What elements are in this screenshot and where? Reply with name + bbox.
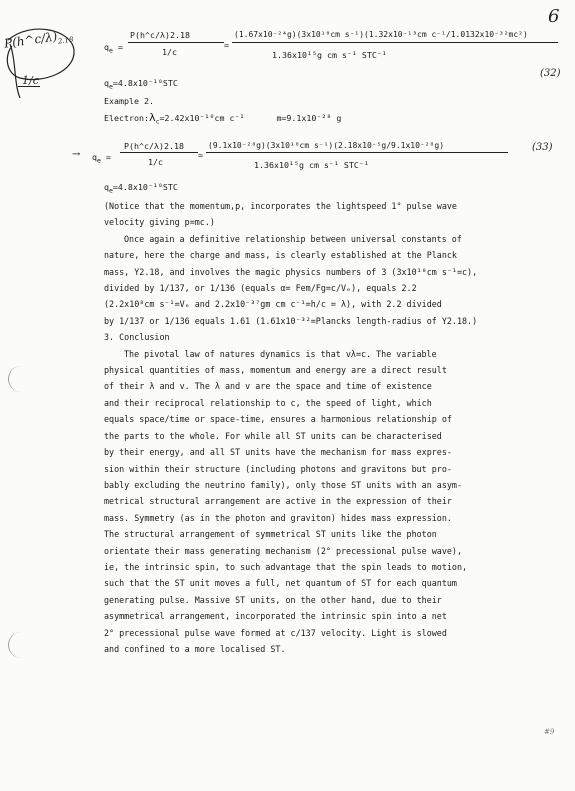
para2-line: asymmetrical arrangement, incorporated the intrinsic spin into a net [104, 611, 447, 622]
eq32-fraction-bar-right [232, 42, 558, 43]
para2-line: and their reciprocal relationship to c, the speed of light, which [104, 397, 432, 408]
para2-line: orientate their mass generating mechanism (2° precessional pulse wave), [104, 545, 462, 556]
margin-box-label: 1/c [22, 74, 39, 87]
eq33-numerator-left: P(h^c/λ)2.18 [124, 141, 184, 151]
eq33-number: (33) [532, 142, 553, 153]
margin-handwritten-formula: $P(h\^{}c/\lambda)_{2.18}$ [3, 29, 74, 51]
para2-line: The structural arrangement of symmetrical ST units like the photon [104, 529, 437, 540]
para2-line: sion within their structure (including photons and gravitons but pro- [104, 463, 452, 474]
para1-line: divided by 1/137, or 1/136 (equals α= Fem/Fg=c/Vₑ), equals 2.2 [104, 283, 417, 294]
eq33-result: $q_e=4.8x10^{-10}STC$ [104, 182, 178, 195]
eq33-equals: = [198, 150, 203, 160]
para2-line: of their λ and v. The λ and v are the space and time of existence [104, 381, 432, 392]
margin-underline [18, 86, 40, 87]
notice-line: (Notice that the momentum,p, incorporates the lightspeed 1° pulse wave [104, 201, 457, 211]
eq32-denominator-left: 1/c [162, 47, 177, 57]
eq32-result: $q_e=4.8x10^{-10}STC$ [104, 78, 178, 91]
notice-line: velocity giving p=mc.) [104, 217, 215, 228]
para1-line: Once again a definitive relationship between universal constants of [124, 233, 462, 244]
section-heading: 3. Conclusion [104, 332, 170, 343]
para2-line: 2° precessional pulse wave formed at c/137 velocity. Light is slowed [104, 627, 447, 638]
margin-loop-icon [2, 20, 80, 100]
body-text [104, 198, 544, 657]
para1-line: (2.2x10⁸cm s⁻¹=Vₑ and 2.2x10⁻³⁷gm cm c⁻¹=h/c = λ), with 2.2 divided [104, 299, 442, 310]
para2-line: metrical structural arrangement are active in the expression of their [104, 496, 452, 507]
binder-hole-mark [8, 632, 25, 658]
eq33-fraction-bar-left [120, 152, 198, 153]
para2-line: bably excluding the neutrino family), only those ST units with an asym- [104, 479, 462, 490]
para1-line: mass, Υ2.18, and involves the magic physics numbers of 3 (3x10¹⁰cm s⁻¹=c), [104, 266, 478, 277]
para2-line: The pivotal law of natures dynamics is that vλ=c. The variable [124, 348, 437, 359]
eq33-denominator-right: 1.36x10¹⁵g cm s⁻¹ STC⁻¹ [254, 160, 369, 170]
arrow-icon: → [72, 149, 81, 160]
eq32-fraction-bar-left [128, 42, 224, 43]
eq32-number: (32) [540, 68, 561, 79]
eq32-numerator-right: (1.67x10⁻²⁴g)(3x10¹⁰cm s⁻¹)(1.32x10⁻¹³cm c⁻¹/1.0132x10⁻³²mc²) [234, 30, 528, 39]
para2-line: physical quantities of mass, momentum and energy are a direct result [104, 365, 447, 376]
para1-line: nature, here the charge and mass, is clearly established at the Planck [104, 250, 457, 261]
para1-line: by 1/137 or 1/136 equals 1.61 (1.61x10⁻³²=Plancks length-radius of Υ2.18.) [104, 315, 478, 326]
page-number: 6 [548, 6, 560, 27]
para2-line: mass. Symmetry (as in the photon and graviton) hides mass expression. [104, 512, 452, 523]
eq32-denominator-right: 1.36x10¹⁵g cm s⁻¹ STC⁻¹ [272, 50, 387, 60]
eq33-denominator-left: 1/c [148, 157, 163, 167]
eq33-numerator-right: (9.1x10⁻²⁸g)(3x10¹⁰cm s⁻¹)(2.18x10⁻⁵g/9.1x10⁻²⁸g) [208, 141, 445, 150]
eq32-lhs: $q_e$ = [104, 42, 123, 55]
example-heading: Example 2. [104, 96, 154, 106]
para2-line: equals space/time or space-time, ensures a harmonious relationship of [104, 414, 452, 425]
para2-line: by their energy, and all ST units have the mechanism for mass expres- [104, 447, 452, 458]
binder-hole-mark [8, 366, 25, 392]
para2-line: ie, the intrinsic spin, to such advantage that the spin leads to motion, [104, 561, 468, 572]
corner-mark: #9 [544, 728, 555, 736]
eq33-lhs: $q_e$ = [92, 152, 111, 165]
eq32-numerator-left: P(h^c/λ)2.18 [130, 30, 190, 40]
eq32-equals: = [224, 40, 229, 50]
para2-line: generating pulse. Massive ST units, on the other hand, due to their [104, 594, 442, 605]
para2-line: the parts to the whole. For while all ST units can be characterised [104, 430, 442, 441]
eq33-fraction-bar-right [206, 152, 508, 153]
para2-line: such that the ST unit moves a full, net quantum of ST for each quantum [104, 578, 457, 589]
para2-line: and confined to a more localised ST. [104, 643, 286, 654]
electron-line: $Electron:\lambda_c=2.42x10^{-10}cm$ c⁻¹ m=9.1x10⁻²⁸ g [104, 111, 342, 126]
